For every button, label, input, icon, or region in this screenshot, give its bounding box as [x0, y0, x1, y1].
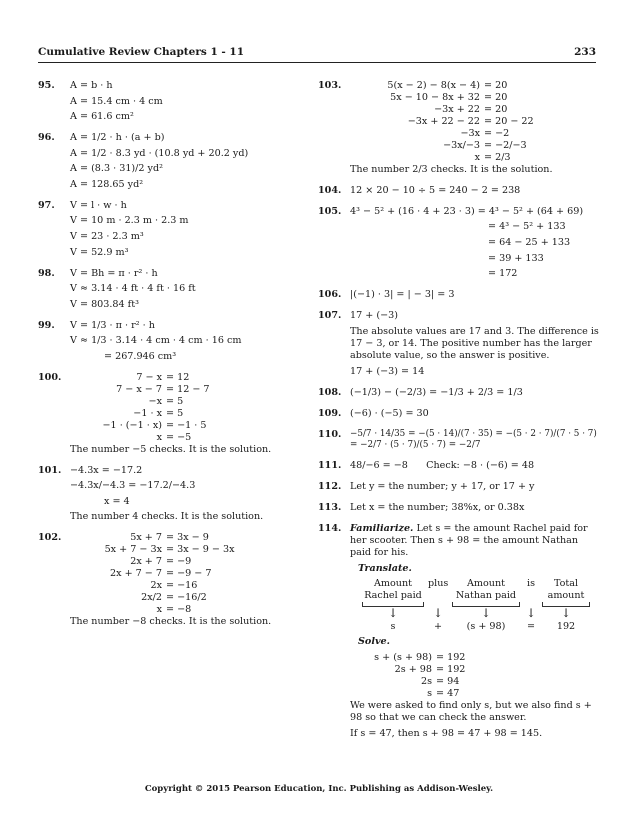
symbol: + — [433, 620, 443, 632]
step-label: Familiarize. — [350, 522, 414, 534]
eq-rhs: = 94 — [436, 675, 460, 687]
down-arrow-icon: ↓ — [432, 606, 444, 621]
math-line: V ≈ 3.14 · 4 ft · 4 ft · 16 ft — [70, 283, 196, 295]
equation-steps — [350, 652, 600, 700]
problem-112 — [318, 481, 600, 493]
down-arrow-icon: ↓ — [525, 606, 537, 621]
explanation-text: We were asked to find only s, but we also find s + 98 so that we can check the answer. — [350, 699, 592, 723]
eq-lhs: x — [156, 604, 162, 616]
step-text: Let s = the amount Rachel paid for her scooter. Then s + 98 = the amount Nathan paid for his. — [350, 522, 588, 558]
symbol: (s + 98) — [466, 620, 506, 632]
eq-lhs: −1 · x — [133, 407, 162, 419]
eq-rhs: = −16 — [166, 580, 198, 592]
down-arrow-icon: ↓ — [560, 606, 572, 621]
eq-rhs: = 20 — [484, 80, 508, 91]
math-line: (−6) · (−5) = 30 — [350, 407, 429, 419]
eq-lhs: 2x/2 — [141, 592, 162, 604]
eq-lhs: x — [474, 151, 480, 163]
eq-rhs: = −8 — [166, 604, 192, 616]
math-line: (−1/3) − (−2/3) = −1/3 + 2/3 = 1/3 — [350, 386, 523, 398]
equation-steps — [70, 372, 300, 444]
eq-rhs: = 5 — [166, 407, 184, 419]
problem-number: 109. — [318, 407, 342, 419]
math-line: Let x = the number; 38%x, or 0.38x — [350, 501, 525, 513]
eq-lhs: x — [156, 431, 162, 443]
problem-107 — [318, 310, 600, 378]
problem-114 — [318, 523, 600, 740]
math-line: A = 1/2 · 8.3 yd · (10.8 yd + 20.2 yd) — [70, 147, 249, 159]
eq-lhs: 2s — [420, 675, 432, 687]
math-line: = 172 — [488, 268, 518, 280]
eq-lhs: s — [427, 687, 432, 699]
eq-rhs: = −2/−3 — [484, 139, 527, 151]
eq-lhs: 7 − x − 7 — [116, 383, 162, 395]
eq-lhs: −1 · (−1 · x) — [102, 419, 162, 431]
symbol: = — [526, 620, 536, 632]
problem-104 — [318, 185, 600, 197]
problem-number: 112. — [318, 480, 342, 492]
problem-103 — [318, 80, 600, 176]
eq-rhs: = 2/3 — [484, 151, 511, 163]
problem-number: 96. — [38, 132, 55, 144]
phrase-rachel: Amount Rachel paid — [364, 578, 422, 602]
phrase-plus: plus — [428, 578, 449, 590]
problem-number: 98. — [38, 267, 55, 279]
math-line: V = 10 m · 2.3 m · 2.3 m — [70, 215, 189, 227]
eq-lhs: 2x + 7 — [130, 556, 162, 568]
math-line: −4.3x = −17.2 — [70, 464, 143, 476]
math-line: 17 + (−3) — [350, 310, 398, 322]
problem-95 — [38, 80, 300, 123]
right-column — [318, 80, 600, 749]
math-line: = 267.946 cm³ — [104, 350, 177, 362]
solution-note: The number −5 checks. It is the solution. — [70, 443, 272, 455]
eq-rhs: = −5 — [166, 431, 192, 443]
equation-steps — [70, 532, 300, 616]
phrase-is: is — [527, 578, 535, 590]
math-line: A = (8.3 · 31)/2 yd² — [70, 163, 163, 175]
problem-105 — [318, 206, 600, 280]
math-line: x = 4 — [104, 495, 130, 507]
math-line: V = Bh = π · r² · h — [70, 267, 158, 279]
problem-106 — [318, 289, 600, 301]
chapter-title: Cumulative Review Chapters 1 - 11 — [38, 46, 245, 58]
eq-rhs: = 20 − 22 — [484, 115, 534, 127]
eq-lhs: −3x + 22 — [434, 103, 480, 115]
problem-96 — [38, 132, 300, 191]
math-line: A = 15.4 cm · 4 cm — [70, 95, 163, 107]
eq-lhs: −x — [148, 395, 162, 407]
math-line: A = 61.6 cm² — [70, 111, 134, 123]
problem-number: 101. — [38, 464, 62, 476]
problem-number: 99. — [38, 319, 55, 331]
problem-100 — [38, 372, 300, 456]
math-line: |(−1) · 3| = | − 3| = 3 — [350, 289, 455, 301]
page-number: 233 — [574, 46, 596, 58]
problem-109 — [318, 408, 600, 420]
math-line: V = 52.9 m³ — [70, 246, 129, 258]
problem-number: 95. — [38, 80, 55, 91]
eq-lhs: 5(x − 2) − 8(x − 4) — [387, 80, 480, 91]
problem-108 — [318, 387, 600, 399]
eq-rhs: = 3x − 9 − 3x — [166, 544, 235, 556]
step-label: Solve. — [358, 635, 390, 647]
phrase-nathan: Amount Nathan paid — [455, 578, 517, 602]
math-line: V = 23 · 2.3 m³ — [70, 231, 144, 243]
eq-rhs: = −2 — [484, 127, 510, 139]
problem-98 — [38, 268, 300, 311]
eq-rhs: = −1 · 5 — [166, 419, 207, 431]
math-line: V ≈ 1/3 · 3.14 · 4 cm · 4 cm · 16 cm — [70, 335, 242, 347]
problem-number: 105. — [318, 205, 342, 217]
eq-rhs: = 20 — [484, 103, 508, 115]
solution-note: The number 4 checks. It is the solution. — [70, 511, 264, 523]
header-rule — [38, 62, 596, 63]
eq-lhs: −3x + 22 − 22 — [407, 115, 480, 127]
copyright-footer: Copyright © 2015 Pearson Education, Inc. Publishing as Addison-Wesley. — [144, 784, 494, 794]
problem-101 — [38, 465, 300, 524]
eq-rhs: = 47 — [436, 687, 460, 699]
math-line: = 39 + 133 — [488, 252, 544, 264]
eq-lhs: 2s + 98 — [394, 663, 432, 675]
problem-number: 107. — [318, 310, 342, 322]
left-column — [38, 80, 300, 637]
math-line: 12 × 20 − 10 ÷ 5 = 240 − 2 = 238 — [350, 184, 521, 196]
math-line: V = l · w · h — [70, 199, 127, 211]
problem-number: 108. — [318, 386, 342, 398]
eq-rhs: = 3x − 9 — [166, 532, 209, 544]
math-line: = 4³ − 5² + 133 — [488, 221, 566, 233]
eq-rhs: = 12 — [166, 371, 190, 383]
problem-99 — [38, 320, 300, 363]
solution-note: The number 2/3 checks. It is the solution. — [350, 163, 553, 175]
solution-note: The number −8 checks. It is the solution. — [70, 616, 272, 628]
math-line: −4.3x/−4.3 = −17.2/−4.3 — [70, 480, 196, 492]
eq-rhs: = −9 — [166, 556, 192, 568]
eq-lhs: 5x − 10 − 8x + 32 — [390, 91, 480, 103]
eq-rhs: = 12 − 7 — [166, 383, 210, 395]
math-line: 4³ − 5² + (16 · 4 + 23 · 3) = 4³ − 5² + (64 + 69) — [350, 205, 584, 217]
symbol: 192 — [556, 620, 576, 632]
problem-number: 100. — [38, 371, 62, 383]
eq-lhs: 2x — [150, 580, 162, 592]
problem-110 — [318, 429, 600, 451]
math-line: V = 1/3 · π · r² · h — [70, 319, 155, 331]
math-line: A = 128.65 yd² — [70, 178, 144, 190]
eq-rhs: = 5 — [166, 395, 184, 407]
math-line: A = b · h — [70, 80, 113, 91]
problem-number: 106. — [318, 289, 342, 301]
problem-number: 103. — [318, 80, 342, 91]
eq-lhs: s + (s + 98) — [374, 651, 432, 663]
math-line: 48/−6 = −8 Check: −8 · (−6) = 48 — [350, 459, 535, 471]
symbol: s — [390, 620, 396, 632]
problem-number: 97. — [38, 199, 55, 211]
problem-number: 113. — [318, 501, 342, 513]
problem-number: 110. — [318, 428, 342, 440]
eq-rhs: = −16/2 — [166, 592, 207, 604]
equation-steps — [350, 80, 600, 164]
problem-97 — [38, 200, 300, 259]
familiarize-text — [350, 523, 600, 559]
math-line: Let y = the number; y + 17, or 17 + y — [350, 480, 535, 492]
problem-number: 111. — [318, 459, 342, 471]
eq-lhs: 5x + 7 − 3x — [104, 544, 162, 556]
eq-rhs: = −9 − 7 — [166, 568, 212, 580]
eq-rhs: = 192 — [436, 651, 466, 663]
down-arrow-icon: ↓ — [387, 606, 399, 621]
eq-lhs: 7 − x — [136, 371, 162, 383]
eq-rhs: = 20 — [484, 91, 508, 103]
problem-102 — [38, 532, 300, 628]
step-label: Translate. — [358, 562, 412, 574]
translation-table — [358, 578, 600, 632]
down-arrow-icon: ↓ — [480, 606, 492, 621]
math-line: If s = 47, then s + 98 = 47 + 98 = 145. — [350, 727, 543, 739]
page-header — [38, 46, 596, 59]
problem-number: 104. — [318, 184, 342, 196]
math-line: = 64 − 25 + 133 — [488, 237, 571, 249]
eq-lhs: −3x — [460, 127, 480, 139]
math-line: −5/7 · 14/35 = −(5 · 14)/(7 · 35) = −(5 · 2 · 7)/(7 · 5 · 7) = −2/7 · (5 · 7)/(5 · 7) = −2/7 — [350, 428, 597, 450]
problem-111 — [318, 460, 600, 472]
problem-number: 102. — [38, 532, 62, 544]
problem-number: 114. — [318, 522, 342, 534]
math-line: A = 1/2 · h · (a + b) — [70, 132, 165, 144]
eq-rhs: = 192 — [436, 663, 466, 675]
eq-lhs: −3x/−3 — [443, 139, 480, 151]
eq-lhs: 2x + 7 − 7 — [110, 568, 162, 580]
eq-lhs: 5x + 7 — [130, 532, 162, 544]
explanation-text: The absolute values are 17 and 3. The difference is 17 − 3, or 14. The positive number has the larger absolute value, so the answer is positive. — [350, 325, 599, 361]
phrase-total: Total amount — [547, 578, 585, 602]
math-line: 17 + (−3) = 14 — [350, 365, 425, 377]
math-line: V = 803.84 ft³ — [70, 298, 139, 310]
problem-113 — [318, 502, 600, 514]
